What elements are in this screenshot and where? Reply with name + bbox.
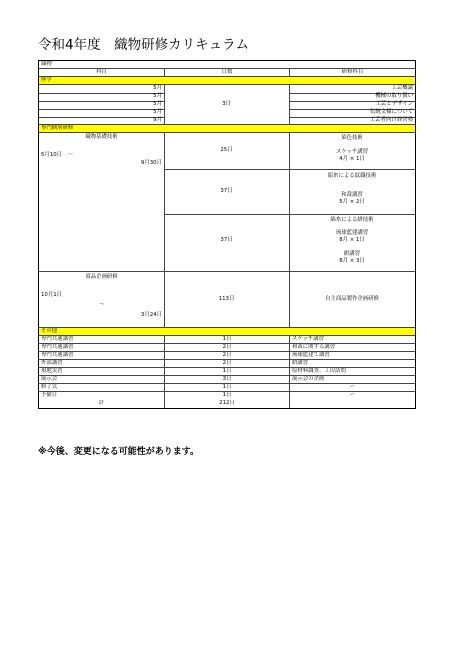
row-course: スケッチ講習 <box>289 336 415 343</box>
table-row <box>39 344 415 352</box>
table-row <box>39 352 415 360</box>
basic-technique-label: 織物基礎技術 <box>85 134 118 140</box>
row-course: 和裁に関する講習 <box>289 344 415 351</box>
lecture-days: 3日 <box>222 101 231 107</box>
product-start: 10月1日 <box>41 292 63 298</box>
group-course-line: 絹糸による紋織技術 <box>327 173 377 179</box>
lecture-month: 5月 <box>153 85 162 91</box>
table-row <box>39 384 415 392</box>
row-days: 1日 <box>164 384 289 391</box>
row-subject: 展示会 <box>41 376 58 382</box>
lecture-course: 工芸者向け経営塾 <box>369 117 413 123</box>
group-course-line: 染色技術 <box>341 135 363 141</box>
lecture-month: 9月 <box>153 117 162 123</box>
row-course: 展示会の企画 <box>289 376 415 383</box>
table-row <box>39 336 415 344</box>
section-lecture <box>39 77 415 85</box>
product-planning-label: 商品企画研修 <box>85 274 118 280</box>
row-course: ー <box>289 392 415 400</box>
row-subject: 専門共通講習 <box>41 352 74 358</box>
group-course-line: 8月 × 3日 <box>339 258 365 264</box>
row-course: 琉球藍建て講習 <box>289 352 415 359</box>
group-course-line: 8月 × 1日 <box>339 237 365 243</box>
group-course-line: 綿糸による絣技術 <box>330 217 374 223</box>
row-days: 3日 <box>164 376 289 383</box>
product-end: 3月24日 <box>140 312 162 318</box>
lecture-course: 伝統文様について <box>369 109 413 115</box>
category-row <box>39 61 415 69</box>
section-label: その他 <box>41 328 58 334</box>
row-course: 原材料調査、工房訪問 <box>289 368 415 375</box>
row-days: 2日 <box>164 360 289 367</box>
row-subject: 予備日 <box>41 392 58 398</box>
group-course-line: 4月 × 1日 <box>339 156 365 162</box>
group-course-line: 和裁講習 <box>341 192 363 198</box>
total-row <box>39 400 415 408</box>
lecture-course: 工芸概論 <box>391 85 413 91</box>
section-other <box>39 328 415 336</box>
table-row <box>39 360 415 368</box>
product-course: 自主商品製作企画研修 <box>325 296 379 302</box>
section-specialized <box>39 125 415 133</box>
row-subject: 専門共通講習 <box>41 344 74 350</box>
row-course: ー <box>289 384 415 391</box>
header-course: 研修科目 <box>289 69 415 76</box>
group-course-line: 絣講習 <box>343 251 361 257</box>
total-label: 計 <box>98 400 105 406</box>
header-days: 日数 <box>164 69 289 76</box>
table-row <box>39 368 415 376</box>
header-subject: 科目 <box>96 69 107 75</box>
row-subject: 外部講習 <box>41 360 63 366</box>
product-days: 113日 <box>218 296 235 302</box>
table-row <box>39 376 415 384</box>
period-start: 5月10日 〜 <box>41 152 73 158</box>
lecture-block <box>39 85 415 125</box>
change-notice: ※今後、変更になる可能性があります。 <box>38 447 200 457</box>
table-row <box>39 392 415 400</box>
group-days: 37日 <box>220 188 233 194</box>
row-subject: 専門共通講習 <box>41 336 74 342</box>
row-days: 2日 <box>164 344 289 351</box>
category-label: 織物 <box>41 61 52 67</box>
group-course-line: 琉球藍建講習 <box>335 230 369 236</box>
total-days: 212日 <box>164 400 289 408</box>
lecture-course: 工芸とデザイン <box>375 101 413 107</box>
lecture-month: 5月 <box>153 109 162 115</box>
group-course-line: 5月 × 2日 <box>339 199 365 205</box>
total-course-empty <box>289 400 415 408</box>
group-days: 37日 <box>220 237 233 243</box>
product-tilde: 〜 <box>99 302 105 308</box>
row-course: 絣講習 <box>289 360 415 367</box>
section-label: 座学 <box>41 77 52 83</box>
specialized-block <box>39 133 415 328</box>
row-days: 1日 <box>164 368 289 375</box>
row-days: 1日 <box>164 336 289 343</box>
row-days: 2日 <box>164 352 289 359</box>
section-label: 専門個別研修 <box>41 125 74 131</box>
header-row <box>39 69 415 77</box>
period-end: 9月30日 <box>140 160 162 166</box>
row-subject: 現地実習 <box>41 368 63 374</box>
lecture-month: 5月 <box>153 93 162 99</box>
row-days: 1日 <box>164 392 289 400</box>
row-subject: 修了式 <box>41 384 58 390</box>
lecture-course: 機械の取り扱い <box>375 93 413 99</box>
group-course-line: スケッチ講習 <box>335 149 369 155</box>
curriculum-table <box>38 60 416 409</box>
lecture-month: 5月 <box>153 101 162 107</box>
group-days: 25日 <box>220 147 233 153</box>
other-rows <box>39 336 415 400</box>
page-title: 令和4年度 織物研修カリキュラム <box>38 37 249 53</box>
